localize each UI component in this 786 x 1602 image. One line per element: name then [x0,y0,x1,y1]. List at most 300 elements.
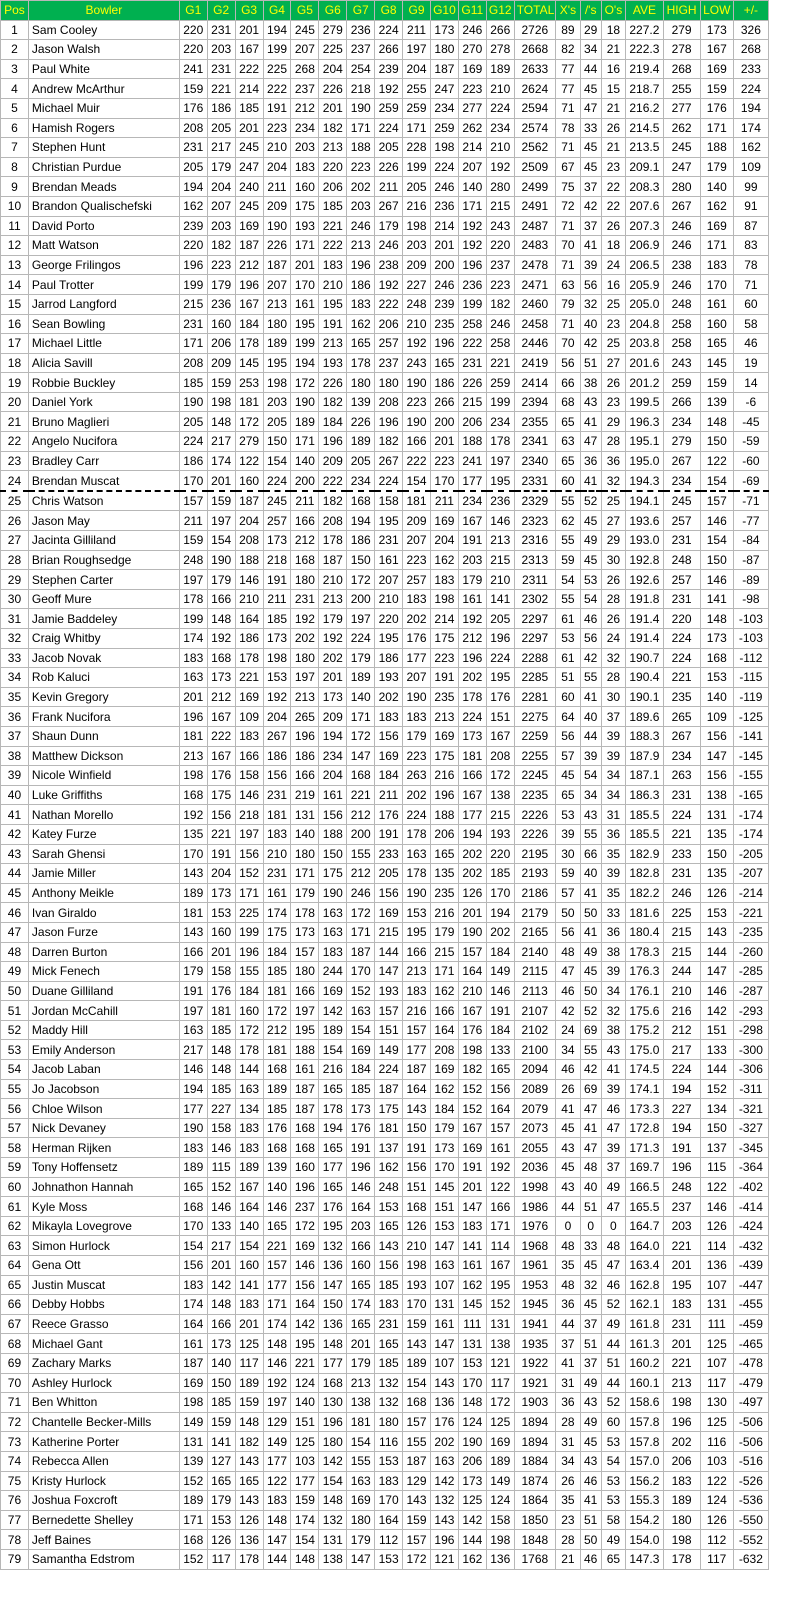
cell-high: 231 [663,589,700,609]
cell-pos: 70 [1,1373,29,1393]
cell-g6: 213 [319,334,347,354]
cell-g4: 177 [263,1451,291,1471]
cell-opens: 26 [601,118,626,138]
cell-xs: 23 [556,1510,581,1530]
cell-g2: 221 [207,79,235,99]
cell-plus-minus: -71 [733,491,768,511]
cell-high: 220 [663,609,700,629]
cell-g12: 178 [486,432,514,452]
cell-g5: 174 [291,1510,319,1530]
cell-spares: 46 [580,1549,601,1569]
cell-g8: 181 [375,1118,403,1138]
cell-xs: 61 [556,609,581,629]
cell-xs: 75 [556,177,581,197]
cell-high: 180 [663,1510,700,1530]
cell-g2: 203 [207,216,235,236]
cell-plus-minus: 14 [733,373,768,393]
cell-g3: 163 [235,1079,263,1099]
cell-pos: 6 [1,118,29,138]
cell-g1: 208 [179,353,207,373]
cell-low: 135 [700,824,733,844]
cell-g5: 140 [291,451,319,471]
cell-g4: 183 [263,1491,291,1511]
cell-g7: 171 [347,922,375,942]
cell-g8: 156 [375,883,403,903]
cell-opens: 47 [601,1256,626,1276]
cell-low: 143 [700,922,733,942]
cell-high: 196 [663,1412,700,1432]
cell-spares: 43 [580,392,601,412]
cell-g5: 190 [291,392,319,412]
cell-low: 148 [700,412,733,432]
header-high: HIGH [663,1,700,21]
cell-xs: 45 [556,1118,581,1138]
cell-opens: 35 [601,883,626,903]
cell-g1: 208 [179,118,207,138]
cell-g6: 130 [319,1393,347,1413]
cell-low: 142 [700,1001,733,1021]
cell-plus-minus: 268 [733,40,768,60]
cell-g4: 203 [263,392,291,412]
cell-g2: 158 [207,962,235,982]
cell-xs: 89 [556,20,581,40]
cell-g7: 172 [347,726,375,746]
cell-g3: 126 [235,1510,263,1530]
cell-g2: 209 [207,353,235,373]
cell-high: 231 [663,785,700,805]
cell-g2: 150 [207,1373,235,1393]
cell-g12: 191 [486,1001,514,1021]
cell-opens: 53 [601,1432,626,1452]
cell-g7: 202 [347,177,375,197]
cell-g11: 147 [458,1197,486,1217]
cell-opens: 44 [601,1373,626,1393]
cell-opens: 36 [601,922,626,942]
cell-plus-minus: -103 [733,609,768,629]
cell-bowler: Ashley Hurlock [28,1373,179,1393]
cell-g9: 228 [403,138,431,158]
cell-g12: 215 [486,550,514,570]
cell-g9: 224 [403,805,431,825]
cell-g10: 179 [430,1118,458,1138]
cell-g11: 111 [458,1314,486,1334]
table-row [1,805,769,825]
cell-low: 161 [700,294,733,314]
cell-spares: 45 [580,79,601,99]
table-row [1,785,769,805]
cell-spares: 47 [580,432,601,452]
cell-g1: 194 [179,1079,207,1099]
cell-total: 2458 [514,314,555,334]
cell-ave: 176.3 [626,962,663,982]
cell-high: 212 [663,1020,700,1040]
cell-g7: 155 [347,844,375,864]
cell-g6: 165 [319,1079,347,1099]
cell-xs: 24 [556,1020,581,1040]
cell-spares: 47 [580,1099,601,1119]
cell-ave: 209.1 [626,157,663,177]
cell-g9: 178 [403,824,431,844]
cell-high: 183 [663,1295,700,1315]
cell-high: 268 [663,59,700,79]
cell-plus-minus: -300 [733,1040,768,1060]
cell-g7: 186 [347,531,375,551]
cell-xs: 55 [556,491,581,511]
cell-g3: 143 [235,1451,263,1471]
cell-g9: 187 [403,1451,431,1471]
table-row [1,491,769,511]
cell-g11: 192 [458,236,486,256]
cell-g6: 208 [319,511,347,531]
cell-xs: 39 [556,824,581,844]
cell-plus-minus: -6 [733,392,768,412]
cell-low: 141 [700,589,733,609]
cell-g2: 197 [207,511,235,531]
cell-ave: 160.2 [626,1353,663,1373]
cell-bowler: Zachary Marks [28,1353,179,1373]
cell-xs: 71 [556,138,581,158]
table-row [1,471,769,491]
cell-total: 2275 [514,707,555,727]
cell-plus-minus: -478 [733,1353,768,1373]
cell-g10: 206 [430,824,458,844]
cell-bowler: Stephen Hunt [28,138,179,158]
cell-low: 151 [700,1020,733,1040]
cell-g1: 199 [179,609,207,629]
cell-xs: 41 [556,1353,581,1373]
cell-g12: 172 [486,766,514,786]
cell-g4: 231 [263,785,291,805]
table-row [1,1118,769,1138]
cell-g4: 212 [263,1020,291,1040]
cell-bowler: Anthony Meikle [28,883,179,903]
table-row [1,883,769,903]
cell-bowler: Nicole Winfield [28,766,179,786]
cell-opens: 39 [601,746,626,766]
cell-g8: 156 [375,726,403,746]
cell-opens: 25 [601,491,626,511]
cell-g2: 221 [207,824,235,844]
cell-g7: 155 [347,1451,375,1471]
cell-g2: 176 [207,981,235,1001]
cell-xs: 70 [556,334,581,354]
cell-g4: 245 [263,491,291,511]
cell-g4: 197 [263,1393,291,1413]
cell-g10: 211 [430,491,458,511]
cell-bowler: Katherine Porter [28,1432,179,1452]
cell-g7: 172 [347,903,375,923]
cell-g7: 154 [347,1020,375,1040]
cell-low: 145 [700,353,733,373]
cell-g3: 187 [235,491,263,511]
cell-plus-minus: -306 [733,1060,768,1080]
cell-spares: 48 [580,1158,601,1178]
cell-opens: 28 [601,432,626,452]
cell-g11: 169 [458,1138,486,1158]
cell-g1: 157 [179,491,207,511]
cell-g11: 171 [458,196,486,216]
cell-high: 198 [663,1530,700,1550]
cell-plus-minus: -536 [733,1491,768,1511]
cell-g8: 180 [375,373,403,393]
cell-g3: 171 [235,883,263,903]
cell-spares: 45 [580,962,601,982]
cell-ave: 195.0 [626,451,663,471]
cell-g8: 161 [375,550,403,570]
cell-g12: 220 [486,844,514,864]
cell-total: 2313 [514,550,555,570]
cell-g7: 205 [347,451,375,471]
cell-g12: 167 [486,1256,514,1276]
cell-g3: 189 [235,1158,263,1178]
cell-g3: 184 [235,981,263,1001]
cell-g5: 245 [291,20,319,40]
cell-g9: 153 [403,903,431,923]
cell-g6: 136 [319,1314,347,1334]
cell-g10: 136 [430,1393,458,1413]
cell-high: 234 [663,746,700,766]
cell-g3: 247 [235,157,263,177]
table-row [1,1256,769,1276]
cell-g8: 157 [375,1001,403,1021]
cell-g5: 196 [291,1177,319,1197]
cell-g4: 173 [263,629,291,649]
cell-g7: 174 [347,1295,375,1315]
cell-opens: 60 [601,1412,626,1432]
cell-g11: 177 [458,805,486,825]
cell-g10: 163 [430,1451,458,1471]
cell-g3: 184 [235,314,263,334]
cell-g6: 225 [319,40,347,60]
cell-g6: 132 [319,1510,347,1530]
cell-pos: 35 [1,687,29,707]
cell-opens: 33 [601,903,626,923]
cell-g2: 173 [207,883,235,903]
cell-pos: 27 [1,531,29,551]
cell-low: 135 [700,864,733,884]
cell-g10: 187 [430,59,458,79]
cell-g1: 198 [179,1393,207,1413]
cell-spares: 40 [580,314,601,334]
cell-total: 1935 [514,1334,555,1354]
cell-plus-minus: -141 [733,726,768,746]
cell-g4: 257 [263,511,291,531]
cell-g9: 166 [403,432,431,452]
cell-high: 178 [663,1549,700,1569]
cell-g7: 185 [347,1079,375,1099]
table-row [1,1549,769,1569]
cell-high: 183 [663,1471,700,1491]
cell-g8: 224 [375,20,403,40]
cell-high: 263 [663,766,700,786]
cell-g11: 231 [458,353,486,373]
cell-g1: 205 [179,157,207,177]
cell-opens: 58 [601,1510,626,1530]
cell-g1: 241 [179,59,207,79]
cell-low: 111 [700,1314,733,1334]
cell-bowler: Katey Furze [28,824,179,844]
cell-total: 2100 [514,1040,555,1060]
cell-g1: 178 [179,589,207,609]
cell-total: 2331 [514,471,555,491]
cell-g4: 189 [263,334,291,354]
cell-g9: 189 [403,1353,431,1373]
cell-plus-minus: -479 [733,1373,768,1393]
cell-bowler: Jo Jacobson [28,1079,179,1099]
cell-bowler: Jason Furze [28,922,179,942]
cell-g4: 165 [263,1216,291,1236]
cell-total: 2624 [514,79,555,99]
cell-g1: 217 [179,1040,207,1060]
cell-g7: 170 [347,962,375,982]
cell-g1: 198 [179,766,207,786]
cell-ave: 158.6 [626,1393,663,1413]
cell-g9: 257 [403,570,431,590]
cell-g3: 187 [235,236,263,256]
cell-g3: 146 [235,785,263,805]
cell-ave: 182.8 [626,864,663,884]
cell-g1: 139 [179,1451,207,1471]
cell-xs: 72 [556,196,581,216]
table-row [1,1138,769,1158]
cell-g4: 198 [263,648,291,668]
cell-opens: 65 [601,1549,626,1569]
cell-g3: 197 [235,824,263,844]
cell-bowler: Sam Cooley [28,20,179,40]
cell-g9: 170 [403,1295,431,1315]
cell-opens: 29 [601,531,626,551]
header-g8: G8 [375,1,403,21]
cell-total: 1894 [514,1412,555,1432]
cell-g11: 169 [458,59,486,79]
cell-g6: 132 [319,1236,347,1256]
cell-xs: 64 [556,707,581,727]
cell-g11: 161 [458,589,486,609]
cell-pos: 72 [1,1412,29,1432]
cell-g1: 164 [179,1314,207,1334]
cell-g7: 147 [347,746,375,766]
cell-g10: 176 [430,1412,458,1432]
cell-low: 153 [700,903,733,923]
cell-g2: 203 [207,40,235,60]
cell-g3: 225 [235,903,263,923]
cell-g4: 198 [263,373,291,393]
table-row [1,59,769,79]
cell-g9: 183 [403,589,431,609]
cell-g10: 169 [430,511,458,531]
cell-plus-minus: -402 [733,1177,768,1197]
cell-g4: 177 [263,1275,291,1295]
cell-g8: 231 [375,531,403,551]
cell-g9: 223 [403,392,431,412]
cell-plus-minus: 91 [733,196,768,216]
cell-g12: 224 [486,98,514,118]
cell-g1: 190 [179,392,207,412]
cell-g6: 188 [319,824,347,844]
cell-g3: 178 [235,1040,263,1060]
cell-g3: 167 [235,294,263,314]
cell-g11: 215 [458,392,486,412]
cell-low: 107 [700,1275,733,1295]
cell-g7: 169 [347,1040,375,1060]
cell-plus-minus: 194 [733,98,768,118]
cell-total: 2073 [514,1118,555,1138]
cell-g8: 186 [375,648,403,668]
cell-bowler: Daniel York [28,392,179,412]
cell-bowler: Matthew Dickson [28,746,179,766]
cell-total: 2487 [514,216,555,236]
cell-g6: 201 [319,668,347,688]
cell-g9: 263 [403,766,431,786]
cell-plus-minus: -59 [733,432,768,452]
cell-xs: 55 [556,589,581,609]
cell-g7: 224 [347,629,375,649]
cell-g1: 248 [179,550,207,570]
cell-g11: 202 [458,668,486,688]
cell-opens: 30 [601,550,626,570]
cell-g6: 195 [319,294,347,314]
cell-g7: 183 [347,294,375,314]
cell-spares: 69 [580,1079,601,1099]
cell-opens: 23 [601,157,626,177]
cell-total: 2355 [514,412,555,432]
cell-g8: 205 [375,138,403,158]
cell-low: 126 [700,1510,733,1530]
cell-g12: 169 [486,1432,514,1452]
cell-g9: 159 [403,1314,431,1334]
cell-ave: 174.1 [626,1079,663,1099]
cell-g12: 234 [486,412,514,432]
cell-g12: 246 [486,314,514,334]
header-g12: G12 [486,1,514,21]
cell-g2: 152 [207,1177,235,1197]
cell-g6: 194 [319,726,347,746]
cell-high: 255 [663,79,700,99]
cell-pos: 28 [1,550,29,570]
cell-spares: 51 [580,1510,601,1530]
cell-g4: 181 [263,1040,291,1060]
header-g7: G7 [347,1,375,21]
table-row [1,1177,769,1197]
cell-g1: 197 [179,1001,207,1021]
cell-bowler: Jacob Laban [28,1060,179,1080]
cell-plus-minus: -260 [733,942,768,962]
cell-g7: 246 [347,883,375,903]
cell-g3: 188 [235,550,263,570]
cell-xs: 65 [556,451,581,471]
table-row [1,1020,769,1040]
cell-g9: 205 [403,177,431,197]
cell-g5: 237 [291,1197,319,1217]
cell-total: 1998 [514,1177,555,1197]
table-row [1,1001,769,1021]
table-row [1,942,769,962]
cell-bowler: Jordan McCahill [28,1001,179,1021]
cell-g10: 173 [430,20,458,40]
cell-high: 279 [663,20,700,40]
cell-xs: 45 [556,1158,581,1178]
cell-total: 2226 [514,824,555,844]
cell-g3: 221 [235,668,263,688]
cell-bowler: Ivan Giraldo [28,903,179,923]
cell-g1: 189 [179,1158,207,1178]
cell-ave: 214.5 [626,118,663,138]
cell-g8: 187 [375,1079,403,1099]
cell-g10: 135 [430,864,458,884]
cell-g1: 152 [179,1549,207,1569]
cell-g5: 180 [291,844,319,864]
cell-g4: 231 [263,864,291,884]
